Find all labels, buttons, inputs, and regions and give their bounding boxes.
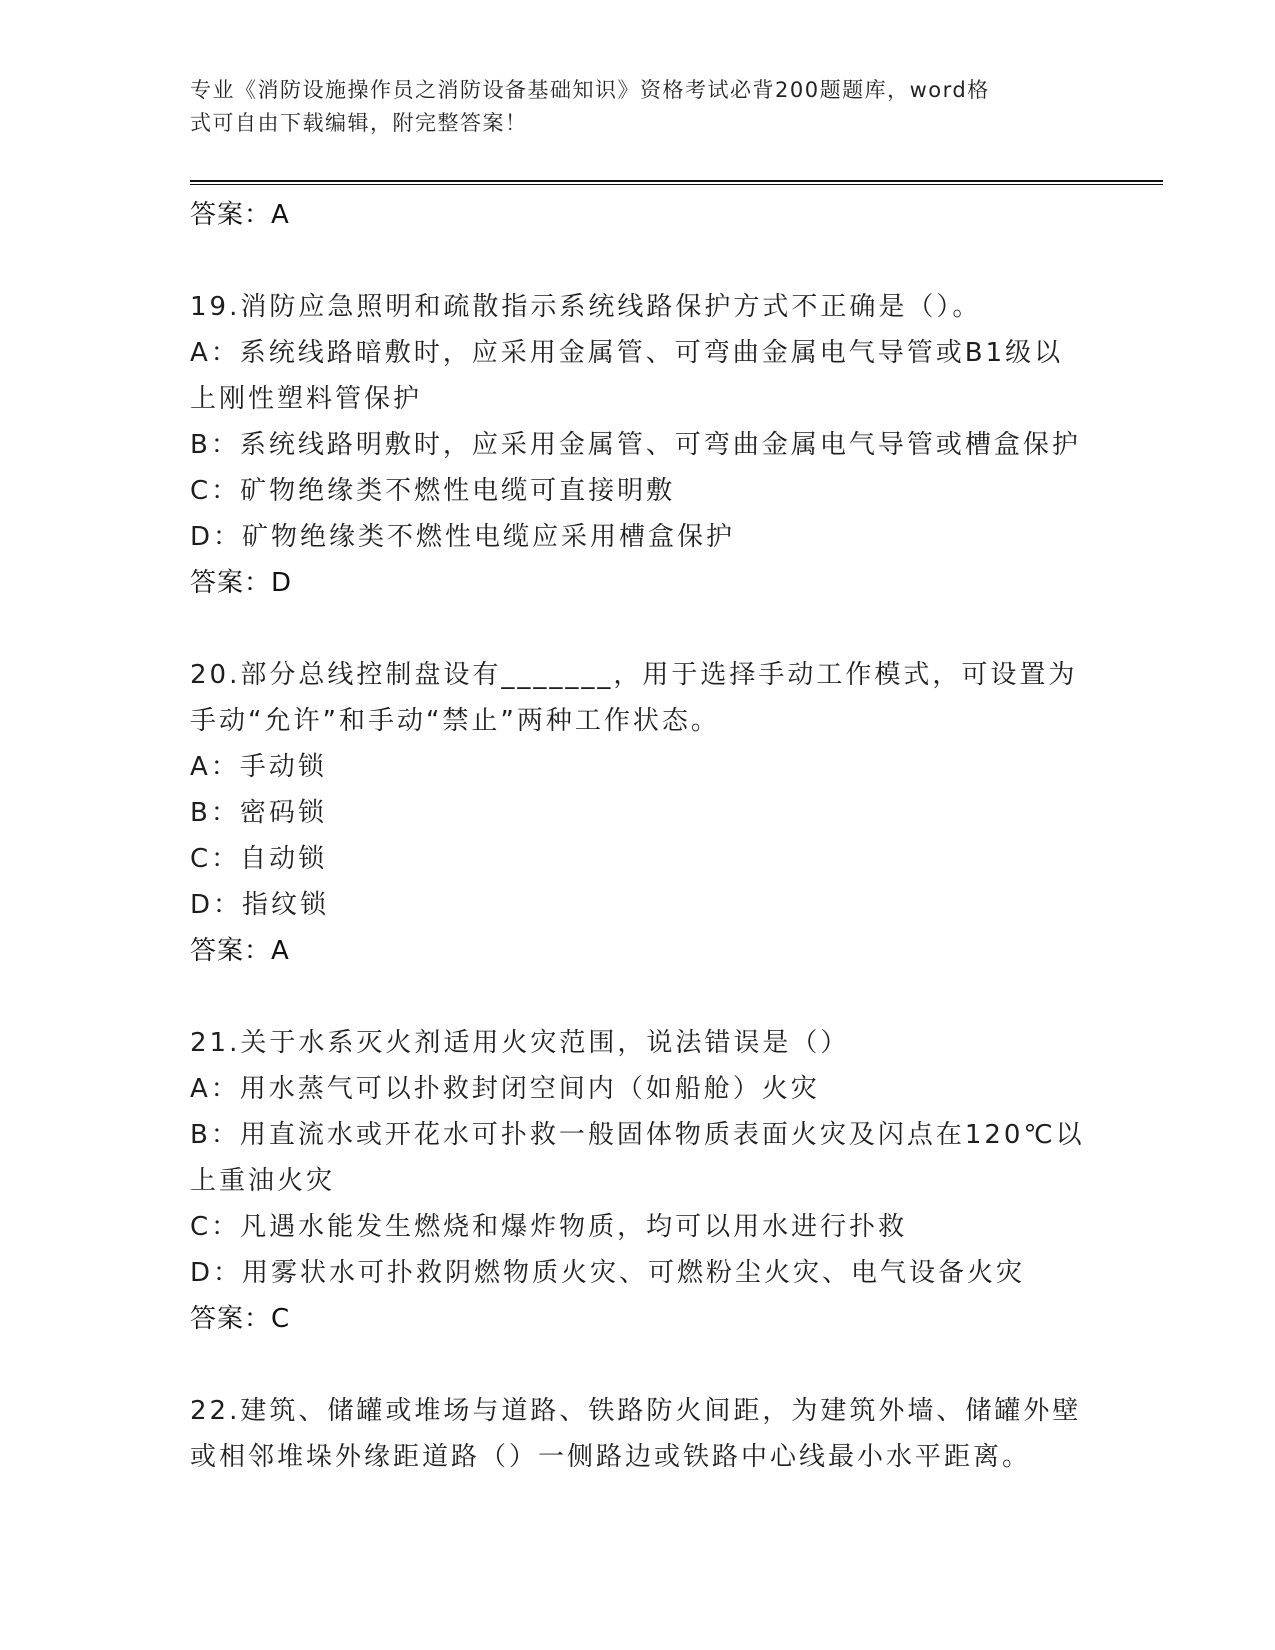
option-a: A：用水蒸气可以扑救封闭空间内（如船舱）火灾 <box>190 1074 820 1104</box>
question-20 <box>190 652 1090 974</box>
option-d: D：用雾状水可扑救阴燃物质火灾、可燃粉尘火灾、电气设备火灾 <box>190 1258 1026 1288</box>
option-c: C：凡遇水能发生燃烧和爆炸物质，均可以用水进行扑救 <box>190 1212 908 1242</box>
question-stem: 20.部分总线控制盘设有_______，用于选择手动工作模式，可设置为 <box>190 660 1078 690</box>
option-d: D：矿物绝缘类不燃性电缆应采用槽盒保护 <box>190 522 736 552</box>
question-stem: 21.关于水系灭火剂适用火灾范围，说法错误是（） <box>190 1028 850 1058</box>
answer-line: 答案：D <box>190 568 293 598</box>
option-b: B：系统线路明敷时，应采用金属管、可弯曲金属电气导管或槽盒保护 <box>190 430 1081 460</box>
option-d: D：指纹锁 <box>190 890 330 920</box>
question-19 <box>190 284 1090 606</box>
spacer <box>190 238 1090 284</box>
option-a-continued: 上刚性塑料管保护 <box>190 384 423 414</box>
question-stem: 19.消防应急照明和疏散指示系统线路保护方式不正确是（）。 <box>190 292 982 322</box>
document-header <box>190 74 1070 140</box>
option-b: B：密码锁 <box>190 798 327 828</box>
question-stem-continued: 手动“允许”和手动“禁止”两种工作状态。 <box>190 706 720 736</box>
option-a: A：系统线路暗敷时，应采用金属管、可弯曲金属电气导管或B1级以 <box>190 338 1064 368</box>
question-21 <box>190 1020 1090 1342</box>
spacer <box>190 974 1090 1020</box>
option-b-continued: 上重油火灾 <box>190 1166 336 1196</box>
question-22 <box>190 1388 1090 1480</box>
header-line-2: 式可自由下载编辑，附完整答案！ <box>190 111 528 135</box>
answer-line: 答案：A <box>190 200 290 230</box>
option-a: A：手动锁 <box>190 752 327 782</box>
question-list <box>190 192 1090 1480</box>
header-rule-thin <box>190 184 1163 185</box>
header-line-1: 专业《消防设施操作员之消防设备基础知识》资格考试必背200题题库，word格 <box>190 78 990 102</box>
question-stem-continued: 或相邻堆垛外缘距道路（）一侧路边或铁路中心线最小水平距离。 <box>190 1442 1032 1472</box>
option-c: C：自动锁 <box>190 844 328 874</box>
answer-line: 答案：A <box>190 936 290 966</box>
spacer <box>190 606 1090 652</box>
header-rule-thick <box>190 180 1163 182</box>
question-stem: 22.建筑、储罐或堆场与道路、铁路防火间距，为建筑外墙、储罐外壁 <box>190 1396 1082 1426</box>
option-c: C：矿物绝缘类不燃性电缆可直接明敷 <box>190 476 676 506</box>
option-b: B：用直流水或开花水可扑救一般固体物质表面火灾及闪点在120℃以 <box>190 1120 1085 1150</box>
spacer <box>190 1342 1090 1388</box>
answer-line: 答案：C <box>190 1304 291 1334</box>
